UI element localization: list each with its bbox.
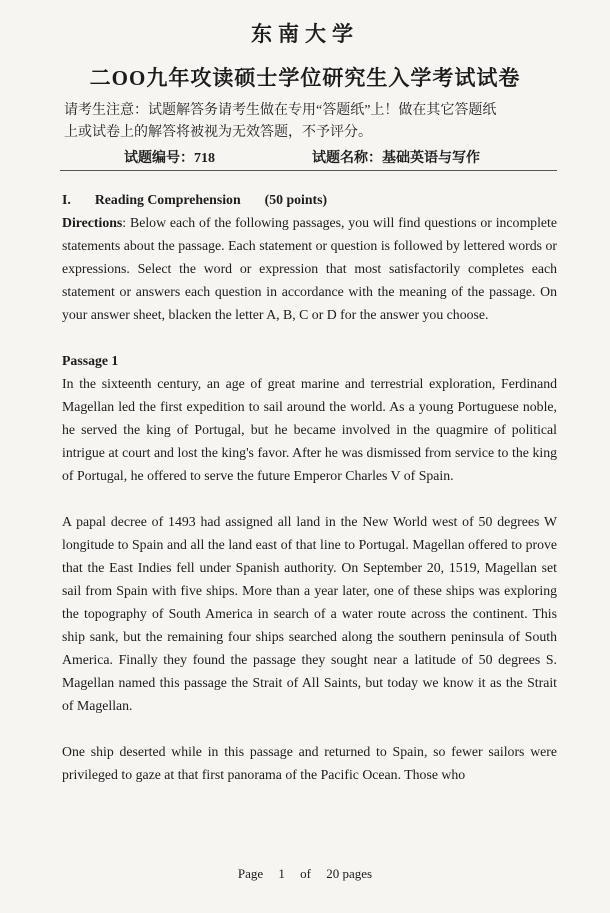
exam-name bbox=[312, 147, 480, 167]
header-divider bbox=[60, 170, 557, 171]
notice-line-2: 上或试卷上的解答将被视为无效答题，不予评分。 bbox=[64, 125, 372, 140]
exam-code bbox=[124, 147, 215, 167]
exam-code-label: 试题编号： bbox=[124, 151, 194, 166]
notice-line-1: 请考生注意：试题解答务请考生做在专用“答题纸”上！做在其它答题纸 bbox=[64, 103, 497, 118]
passage-paragraph-1: In the sixteenth century, an age of great marine and terrestrial exploration, Ferdinand Magellan led the first expedition to sail around the world. As a young Portuguese noble, he served the king of Portugal, but he became involved in the quagmire of political intrigue at court and lost the king's favor. After he was dismissed from service to the king of Portugal, he offered to serve the future Emperor Charles V of Spain. bbox=[62, 376, 557, 483]
directions-text: : Below each of the following passages, you will find questions or incomplete statements about the passage. Each statement or question is followed by lettered words or expressions. Select the word or expression that most satisfactorily completes each statement or answers each question in accordance with the meaning of the passage. On your answer sheet, blacken the letter A, B, C or D for the answer you choose. bbox=[62, 215, 557, 322]
footer-page-number: 1 bbox=[278, 866, 285, 881]
exam-title: 二OO九年攻读硕士学位研究生入学考试试卷 bbox=[89, 66, 521, 90]
directions-label: Directions bbox=[62, 215, 123, 230]
exam-name-label: 试题名称： bbox=[312, 151, 382, 166]
page-footer bbox=[0, 866, 610, 882]
university-name: 东南大学 bbox=[251, 22, 359, 46]
passage-paragraph-3: One ship deserted while in this passage and returned to Spain, so fewer sailors were privileged to gaze at that first panorama of the Pacific Ocean. Those who bbox=[62, 744, 557, 782]
exam-notice bbox=[64, 100, 564, 144]
section-number: I. bbox=[62, 192, 71, 207]
exam-content bbox=[62, 188, 557, 786]
exam-name-value: 基础英语与写作 bbox=[382, 151, 480, 166]
footer-total-pages: 20 pages bbox=[326, 866, 373, 881]
section-heading bbox=[62, 188, 557, 211]
footer-page-label: Page bbox=[237, 866, 264, 881]
directions bbox=[62, 211, 557, 326]
footer-of-label: of bbox=[300, 866, 311, 881]
exam-code-value: 718 bbox=[194, 151, 215, 166]
section-points: (50 points) bbox=[264, 192, 328, 207]
passage-paragraph-2: A papal decree of 1493 had assigned all land in the New World west of 50 degrees W longitude to Spain and all the land east of that line to Portugal. Magellan offered to prove that the East Indies fell under Spanish authority. On September 20, 1519, Magellan set sail from Spain with five ships. More than a year later, one of these ships was exploring the topography of South America in search of a water route across the continent. This ship sank, but the remaining four ships searched along the southern peninsula of South America. Finally they found the passage they sought near a latitude of 50 degrees S. Magellan named this passage the Strait of All Saints, but today we know it as the Strait of Magellan. bbox=[62, 514, 557, 713]
section-title: Reading Comprehension bbox=[94, 192, 241, 207]
passage-title: Passage 1 bbox=[62, 353, 119, 368]
